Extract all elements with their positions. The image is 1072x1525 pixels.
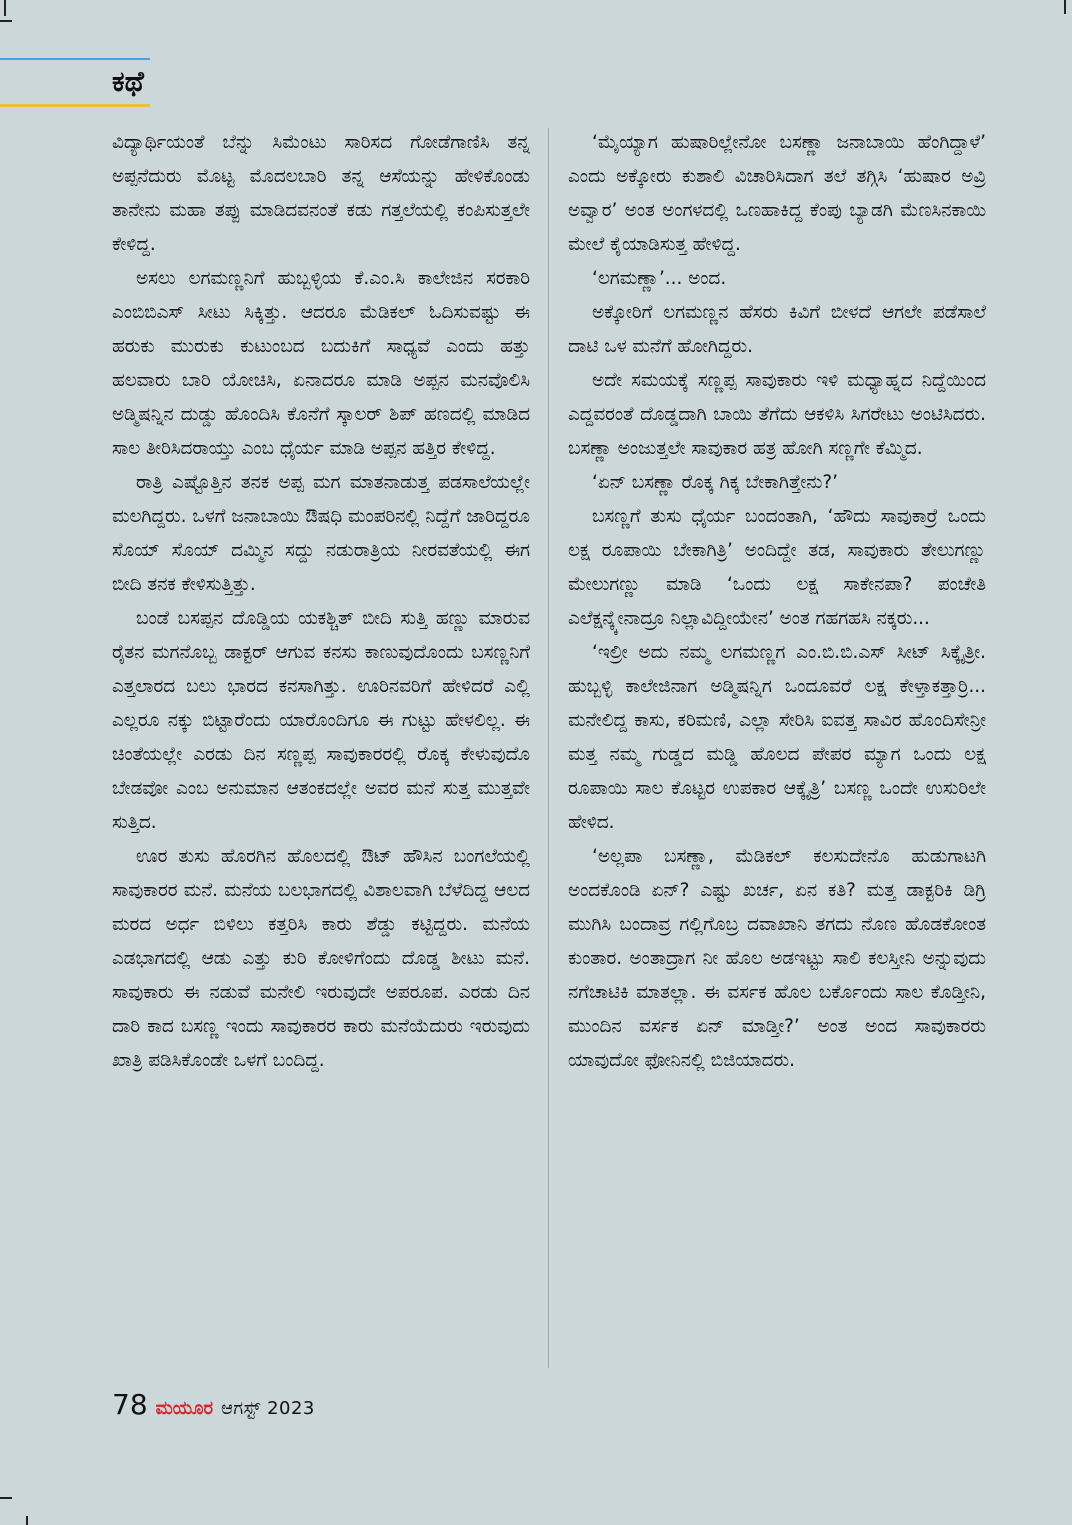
paragraph: ಊರ ತುಸು ಹೊರಗಿನ ಹೊಲದಲ್ಲಿ ಔಟ್ ಹೌಸಿನ ಬಂಗಲೆಯಲ್ಲಿ ಸಾವುಕಾರರ ಮನೆ. ಮನೆಯ ಬಲಭಾಗದಲ್ಲಿ ವಿಶಾಲವಾಗಿ ಬೆಳೆದಿದ್ದ ಆಲದ ಮರದ ಅರ್ಧ ಬಿಳಿಲು ಕತ್ತರಿಸಿ ಕಾರು ಶೆಡ್ಡು ಕಟ್ಟಿದ್ದರು. ಮನೆಯ ಎಡಭಾಗದಲ್ಲಿ ಆಡು ಎತ್ತು ಕುರಿ ಕೋಳಿಗೆಂದು ದೊಡ್ಡ ಶೀಟು ಮನೆ. ಸಾವುಕಾರು ಈ ನಡುವೆ ಮನೇಲಿ ಇರುವುದೇ ಅಪರೂಪ. ಎರಡು ದಿನ ದಾರಿ ಕಾದ ಬಸಣ್ಣ ಇಂದು ಸಾವುಕಾರರ ಕಾರು ಮನೆಯೆದುರು ಇರುವುದು ಖಾತ್ರಿ ಪಡಿಸಿಕೊಂಡೇ ಒಳಗೆ ಬಂದಿದ್ದ. [112,846,530,1071]
paragraph: ಅಕ್ಕೋರಿಗೆ ಲಗಮಣ್ಣನ ಹೆಸರು ಕಿವಿಗೆ ಬೀಳದೆ ಆಗಲೇ ಪಡೆಸಾಲೆ ದಾಟಿ ಒಳ ಮನೆಗೆ ಹೋಗಿದ್ದರು. [568,302,986,357]
paragraph: ‘ಅಲ್ಲಪಾ ಬಸಣ್ಣಾ, ಮೆಡಿಕಲ್ ಕಲಸುದೇನೊ ಹುಡುಗಾಟಗಿ ಅಂದಕೊಂಡಿ ಏನ್? ಎಷ್ಟು ಖರ್ಚ, ಏನ ಕತಿ? ಮತ್ತ ಡಾಕ್ಟರಿಕಿ ಡಿಗ್ರಿ ಮುಗಿಸಿ ಬಂದಾವ್ರ ಗಲ್ಲಿಗೊಬ್ರ ದವಾಖಾನಿ ತಗದು ನೊಣ ಹೊಡಕೋಂತ ಕುಂತಾರ. ಅಂತಾದ್ರಾಗ ನೀ ಹೊಲ ಅಡಇಟ್ಟು ಸಾಲಿ ಕಲಸ್ತೀನಿ ಅನ್ನುವುದು ನಗೆಚಾಟಿಕಿ ಮಾತಲ್ಲಾ. ಈ ವರ್ಸಕ ಹೊಲ ಬರ್ಕೊಂದು ಸಾಲ ಕೊಡ್ತೀನಿ, ಮುಂದಿನ ವರ್ಸಕ ಏನ್ ಮಾಡ್ತೀ?’ ಅಂತ ಅಂದ ಸಾವುಕಾರರು ಯಾವುದೋ ಫೋನಿನಲ್ಲಿ ಬಿಜಿಯಾದರು. [568,846,986,1071]
paragraph: ರಾತ್ರಿ ಎಷ್ಟೊತ್ತಿನ ತನಕ ಅಪ್ಪ ಮಗ ಮಾತನಾಡುತ್ತ ಪಡಸಾಲೆಯಲ್ಲೇ ಮಲಗಿದ್ದರು. ಒಳಗೆ ಜನಾಬಾಯಿ ಔಷಧಿ ಮಂಪರಿನಲ್ಲಿ ನಿದ್ದೆಗೆ ಜಾರಿದ್ದರೂ ಸೊಯ್ ಸೊಯ್ ದಮ್ಮಿನ ಸದ್ದು ನಡುರಾತ್ರಿಯ ನೀರವತೆಯಲ್ಲಿ ಈಗ ಬೀದಿ ತನಕ ಕೇಳಿಸುತ್ತಿತ್ತು. [112,472,530,595]
paragraph: ಅದೇ ಸಮಯಕ್ಕೆ ಸಣ್ಣಪ್ಪ ಸಾವುಕಾರು ಇಳಿ ಮಧ್ಯಾಹ್ನದ ನಿದ್ದೆಯಿಂದ ಎದ್ದವರಂತೆ ದೊಡ್ಡದಾಗಿ ಬಾಯಿ ತೆಗೆದು ಆಕಳಿಸಿ ಸಿಗರೇಟು ಅಂಟಿಸಿದರು. ಬಸಣ್ಣಾ ಅಂಜುತ್ತಲೇ ಸಾವುಕಾರ ಹತ್ರ ಹೋಗಿ ಸಣ್ಣಗೇ ಕೆಮ್ಮಿದ. [568,370,986,459]
header-rule-bottom [0,104,150,107]
column-divider [548,128,549,1368]
left-column [112,126,530,1078]
crop-mark-top-left [4,0,6,16]
paragraph: ಬಂಡೆ ಬಸಪ್ಪನ ದೊಡ್ಡಿಯ ಯಕಶ್ಚಿತ್ ಬೀದಿ ಸುತ್ತಿ ಹಣ್ಣು ಮಾರುವ ರೈತನ ಮಗನೊಬ್ಬ ಡಾಕ್ಟರ್ ಆಗುವ ಕನಸು ಕಾಣುವುದೊಂದು ಬಸಣ್ಣನಿಗೆ ಎತ್ತಲಾರದ ಬಲು ಭಾರದ ಕನಸಾಗಿತ್ತು. ಊರಿನವರಿಗೆ ಹೇಳಿದರೆ ಎಲ್ಲಿ ಎಲ್ಲರೂ ನಕ್ಕು ಬಿಟ್ಟಾರೆಂದು ಯಾರೊಂದಿಗೂ ಈ ಗುಟ್ಟು ಹೇಳಲಿಲ್ಲ. ಈ ಚಿಂತೆಯಲ್ಲೇ ಎರಡು ದಿನ ಸಣ್ಣಪ್ಪ ಸಾವುಕಾರರಲ್ಲಿ ರೊಕ್ಕ ಕೇಳುವುದೊ ಬೇಡವೋ ಎಂಬ ಅನುಮಾನ ಆತಂಕದಲ್ಲೇ ಅವರ ಮನೆ ಸುತ್ತ ಮುತ್ತವೇ ಸುತ್ತಿದ. [112,608,530,833]
section-label: ಕಥೆ [112,65,144,98]
paragraph: ‘ಮೈಯ್ಯಾಗ ಹುಷಾರಿಲ್ಲೇನೋ ಬಸಣ್ಣಾ ಜನಾಬಾಯಿ ಹೆಂಗಿದ್ದಾಳೆ’ ಎಂದು ಅಕ್ಕೋರು ಕುಶಾಲಿ ವಿಚಾರಿಸಿದಾಗ ತಲೆ ತಗ್ಗಿಸಿ ‘ಹುಷಾರ ಅವ್ರಿ ಅವ್ವಾರ’ ಅಂತ ಅಂಗಳದಲ್ಲಿ ಒಣಹಾಕಿದ್ದ ಕೆಂಪು ಬ್ಯಾಡಗಿ ಮೆಣಸಿನಕಾಯಿ ಮೇಲೆ ಕೈಯಾಡಿಸುತ್ತ ಹೇಳಿದ್ದ. [568,132,986,255]
crop-mark-bottom-left-v [26,1516,28,1525]
magazine-logo: ಮಯೂರ [155,1398,214,1419]
header-rule-top [0,58,150,60]
page-footer [112,1388,315,1421]
page-number: 78 [112,1388,148,1421]
paragraph: ವಿದ್ಯಾರ್ಥಿಯಂತೆ ಬೆನ್ನು ಸಿಮೆಂಟು ಸಾರಿಸದ ಗೋಡೆಗಾಣಿಸಿ ತನ್ನ ಅಪ್ಪನೆದುರು ಮೊಟ್ಟ ಮೊದಲಬಾರಿ ತನ್ನ ಆಸೆಯನ್ನು ಹೇಳಿಕೊಂಡು ತಾನೇನು ಮಹಾ ತಪ್ಪು ಮಾಡಿದವನಂತೆ ಕಡು ಗತ್ತಲೆಯಲ್ಲಿ ಕಂಪಿಸುತ್ತಲೇ ಕೇಳಿದ್ದ. [112,132,530,255]
right-column [568,126,986,1078]
crop-mark-top-right [1064,0,1066,14]
crop-mark-bottom-left [0,1497,12,1499]
issue-date: ಆಗಸ್ಟ್ 2023 [221,1398,315,1419]
paragraph: ‘ಲಗಮಣ್ಣಾ’... ಅಂದ. [592,268,727,289]
paragraph: ‘ಇಲ್ರೀ ಅದು ನಮ್ಮ ಲಗಮಣ್ಣಗ ಎಂ.ಬಿ.ಬಿ.ಎಸ್ ಸೀಟ್ ಸಿಕ್ಕೈತ್ರೀ. ಹುಬ್ಬಳ್ಳಿ ಕಾಲೇಜಿನಾಗ ಅಡ್ಮಿಷನ್ನಿಗ ಒಂದೂವರೆ ಲಕ್ಷ ಕೇಳ್ತಾಕತ್ತಾರ್ರಿ... ಮನೇಲಿದ್ದ ಕಾಸು, ಕರಿಮಣಿ, ಎಲ್ಲಾ ಸೇರಿಸಿ ಐವತ್ತ ಸಾವಿರ ಹೊಂದಿಸೇನ್ರೀ ಮತ್ತ ನಮ್ಮ ಗುಡ್ಡದ ಮಡ್ಡಿ ಹೊಲದ ಪೇಪರ ಮ್ಯಾಗ ಒಂದು ಲಕ್ಷ ರೂಪಾಯಿ ಸಾಲ ಕೊಟ್ಟರ ಉಪಕಾರ ಆಕ್ಕೈತ್ರಿ’ ಬಸಣ್ಣ ಒಂದೇ ಉಸುರಿಲೇ ಹೇಳಿದ. [568,642,986,833]
paragraph: ಅಸಲು ಲಗಮಣ್ಣನಿಗೆ ಹುಬ್ಬಳ್ಳಿಯ ಕೆ.ಎಂ.ಸಿ ಕಾಲೇಜಿನ ಸರಕಾರಿ ಎಂಬಿಬಿಎಸ್ ಸೀಟು ಸಿಕ್ಕಿತ್ತು. ಆದರೂ ಮೆಡಿಕಲ್ ಓದಿಸುವಷ್ಟು ಈ ಹರುಕು ಮುರುಕು ಕುಟುಂಬದ ಬದುಕಿಗೆ ಸಾಧ್ಯವೆ ಎಂದು ಹತ್ತು ಹಲವಾರು ಬಾರಿ ಯೋಚಿಸಿ, ಏನಾದರೂ ಮಾಡಿ ಅಪ್ಪನ ಮನವೊಲಿಸಿ ಅಡ್ಮಿಷನ್ನಿನ ದುಡ್ಡು ಹೊಂದಿಸಿ ಕೊನೆಗೆ ಸ್ಕಾಲರ್ ಶಿಪ್ ಹಣದಲ್ಲಿ ಮಾಡಿದ ಸಾಲ ತೀರಿಸಿದರಾಯ್ತು ಎಂಬ ಧೈರ್ಯ ಮಾಡಿ ಅಪ್ಪನ ಹತ್ತಿರ ಕೇಳಿದ್ದ. [112,268,530,459]
paragraph: ಬಸಣ್ಣಗೆ ತುಸು ಧೈರ್ಯ ಬಂದಂತಾಗಿ, ‘ಹೌದು ಸಾವುಕಾರ್ರೆ ಒಂದು ಲಕ್ಷ ರೂಪಾಯಿ ಬೇಕಾಗಿತ್ರಿ’ ಅಂದಿದ್ದೇ ತಡ, ಸಾವುಕಾರು ತೇಲುಗಣ್ಣು ಮೇಲುಗಣ್ಣು ಮಾಡಿ ‘ಒಂದು ಲಕ್ಷ ಸಾಕೇನಪಾ? ಪಂಚೇತಿ ಎಲೆಕ್ಷನ್ಕ್ಕೇನಾದ್ರೂ ನಿಲ್ಲಾವಿದ್ದೀಯೇನ’ ಅಂತ ಗಹಗಹಸಿ ನಕ್ಕರು... [568,506,986,629]
crop-mark-top-left-h [0,20,12,22]
paragraph: ‘ಏನ್ ಬಸಣ್ಣಾ ರೊಕ್ಕ ಗಿಕ್ಕ ಬೇಕಾಗಿತ್ತೇನು?’ [592,472,838,493]
